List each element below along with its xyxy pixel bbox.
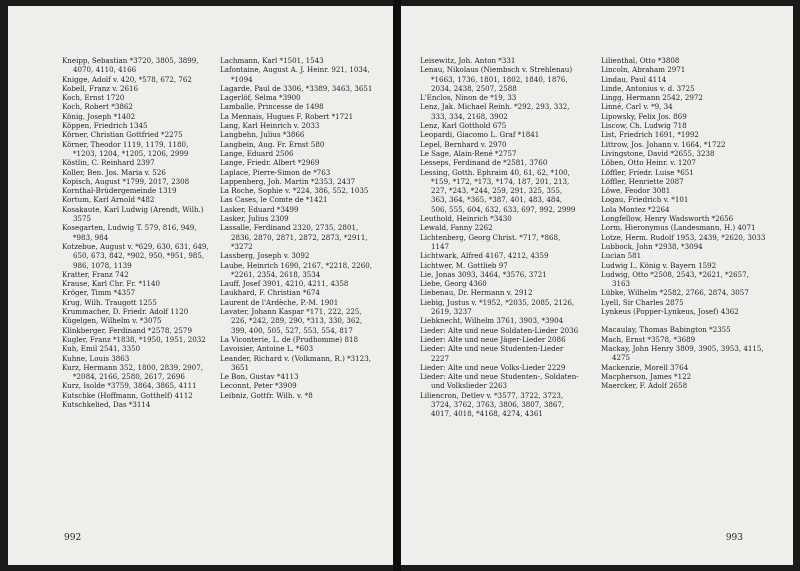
index-entry: La Roche, Sophie v. *224, 386, 552, 1035 bbox=[220, 186, 369, 196]
index-entry: Lichtwer, M. Gottlieb 97 bbox=[420, 260, 508, 270]
index-entry: Löffler, Henriette 2087 bbox=[601, 176, 684, 186]
page-number-right: 993 bbox=[725, 533, 743, 543]
index-entry: Lieder: Alte und neue Soldaten-Lieder 2036 bbox=[420, 325, 579, 335]
index-entry: Lenz, Karl Gotthold 675 bbox=[420, 121, 507, 131]
index-entry: Köstlin, C. Reinhard 2397 bbox=[62, 158, 155, 168]
index-entry: Linné, Carl v. *9, 34 bbox=[601, 102, 673, 112]
left-page bbox=[8, 6, 393, 565]
index-entry: Liebe, Georg 4360 bbox=[420, 279, 487, 289]
index-entry: Lepel, Bernhard v. 2970 bbox=[420, 139, 507, 149]
book-gutter bbox=[393, 0, 401, 571]
index-entry: Kurz, Hermann 352, 1800, 2839, 2907, *2084, 2166, 2580, 2617, 2696 bbox=[62, 362, 203, 382]
index-entry: Kobell, Franz v. 2616 bbox=[62, 83, 138, 93]
index-entry: Kuhne, Louis 3863 bbox=[62, 353, 130, 363]
left-page-column-1 bbox=[62, 56, 214, 409]
index-entry: Laurent de l'Ardèche, P.-M. 1901 bbox=[220, 297, 339, 307]
right-page-column-2 bbox=[601, 56, 766, 390]
right-page-column-1 bbox=[420, 56, 580, 419]
index-entry: Löffler, Friedr. Luise *651 bbox=[601, 167, 694, 177]
index-entry: Liebig, Justus v. *1952, *2035, 2085, 2126, 2619, 3237 bbox=[420, 297, 575, 317]
index-entry: Lilienthal, Otto *3808 bbox=[601, 56, 680, 65]
index-entry: Lagarde, Paul de 3306, *3389, 3463, 3651 bbox=[220, 83, 373, 93]
index-entry: Lotze, Herm. Rudolf 1953, 2439, *2620, 3033 bbox=[601, 232, 766, 242]
index-entry: Laukhard, F. Christian *674 bbox=[220, 288, 320, 298]
index-entry: Longfellow, Henry Wadsworth *2656 bbox=[601, 214, 734, 224]
index-entry: Körner, Christian Gottfried *2275 bbox=[62, 130, 183, 140]
index-entry: Maercker, F. Adolf 2658 bbox=[601, 381, 688, 391]
index-entry: Liliencron, Detlev v. *3577, 3722, 3723, 3724, 3762, 3763, 3806, 3807, 3867, 4017, 4018, *4168, 4274, 4361 bbox=[420, 390, 565, 419]
index-entry: Lie, Jonas 3093, 3464, *3576, 3721 bbox=[420, 269, 547, 279]
index-entry: Löwe, Feodor 3081 bbox=[601, 186, 671, 196]
index-entry: Mackenzie, Morell 3764 bbox=[601, 362, 689, 372]
index-entry: Liebenau, Dr. Hermann v. 2912 bbox=[420, 288, 533, 298]
index-entry: Kügelgen, Wilhelm v. *3075 bbox=[62, 316, 162, 326]
index-entry: Laplace, Pierre-Simon de *763 bbox=[220, 167, 331, 177]
index-entry: Macpherson, James *122 bbox=[601, 371, 692, 381]
index-entry: Lamballe, Princesse de 1498 bbox=[220, 102, 324, 112]
index-entry: Lipowsky, Felix Jos. 869 bbox=[601, 111, 687, 121]
index-entry: Liscow, Ch. Ludwig 718 bbox=[601, 121, 687, 131]
index-entry: Lavoisier, Antoine L. *603 bbox=[220, 344, 314, 354]
index-entry: Langbehn, Julius *3866 bbox=[220, 130, 305, 140]
index-entry: La Mennais, Hugues F. Robert *1721 bbox=[220, 111, 354, 121]
index-entry: Lola Montez *2264 bbox=[601, 204, 670, 214]
index-entry: Kornthal-Brüdergemeinde 1319 bbox=[62, 186, 177, 196]
index-entry: Las Cases, le Comte de *1421 bbox=[220, 195, 328, 205]
index-entry: Lynkeus (Popper-Lynkeus, Josef) 4362 bbox=[601, 307, 739, 317]
index-entry: Lübke, Wilhelm *2582, 2766, 2874, 3057 bbox=[601, 288, 749, 298]
index-entry: Livingstone, David *2655, 3238 bbox=[601, 148, 715, 158]
index-entry: Leisewitz, Joh. Anton *331 bbox=[420, 56, 516, 65]
index-entry: Kurz, Isolde *3759, 3864, 3865, 4111 bbox=[62, 381, 197, 391]
index-entry: Kopisch, August *1799, 2017, 2308 bbox=[62, 176, 190, 186]
index-entry: Kuh, Emil 2541, 3350 bbox=[62, 344, 141, 354]
index-entry: Kosegarten, Ludwig T. 579, 816, 949, *983, 984 bbox=[62, 223, 197, 242]
index-entry: Leuthold, Heinrich *3430 bbox=[420, 214, 512, 224]
index-entry: Lassberg, Joseph v. 3092 bbox=[220, 251, 310, 261]
index-entry: Lieder: Alte und neue Studenten-, Soldaten- und Volkslieder 2263 bbox=[420, 372, 579, 391]
index-entry: Krause, Karl Chr. Fr. *1140 bbox=[62, 279, 161, 289]
index-entry: Lesseps, Ferdinand de *2581, 3760 bbox=[420, 158, 548, 168]
index-entry: Köppen, Friedrich 1345 bbox=[62, 121, 148, 131]
index-entry: Lange, Eduard 2506 bbox=[220, 148, 294, 158]
index-entry: Lenau, Nikolaus (Niembsch v. Strehlenau) *1663, 1736, 1801, 1802, 1840, 1876, 2034, 2438, 2507, 2588 bbox=[420, 65, 573, 93]
index-entry: Le Sage, Alain-René *2757 bbox=[420, 148, 517, 158]
index-entry: Körner, Theodor 1119, 1179, 1180, *1203, 1204, *1205, 1206, 2999 bbox=[62, 139, 189, 158]
index-entry: Krug, Wilh. Traugott 1255 bbox=[62, 297, 157, 307]
index-entry: L'Enclos, Ninon de *19, 33 bbox=[420, 93, 517, 103]
index-entry: Lasker, Eduard *3499 bbox=[220, 204, 299, 214]
index-entry: Mach, Ernst *3578, *3689 bbox=[601, 334, 696, 344]
index-entry: Lappenberg, Joh. Martin *2353, 2437 bbox=[220, 176, 356, 186]
index-entry: Liebknecht, Wilhelm 3761, 3903, *3904 bbox=[420, 316, 564, 326]
index-entry: Koch, Ernst 1720 bbox=[62, 93, 125, 103]
index-entry: Lagerlöf, Selma *3900 bbox=[220, 93, 301, 103]
index-gap bbox=[601, 316, 766, 325]
index-entry: Lavater, Johann Kaspar *171, 222, 225, 226, *242, 289, 290, *313, 330, 362, 399, 400, 505, 527, 553, 554, 817 bbox=[220, 307, 363, 335]
index-entry: Kutschke (Hoffmann, Gotthelf) 4112 bbox=[62, 390, 193, 400]
index-entry: Leander, Richard v. (Volkmann, R.) *3123, 3651 bbox=[220, 353, 371, 372]
index-entry: Lewald, Fanny 2262 bbox=[420, 223, 493, 233]
index-entry: Lubbock, John *2938, *3094 bbox=[601, 241, 703, 251]
index-entry: Le Bon, Gustav *4113 bbox=[220, 372, 299, 382]
index-entry: Kotzebue, August v. *629, 630, 631, 649, 650, 673, 842, *902, 950, *951, 985, 986, 1078, 1139 bbox=[62, 241, 209, 270]
page-number-left: 992 bbox=[64, 533, 82, 543]
index-entry: Lingg, Hermann 2542, 2972 bbox=[601, 93, 703, 103]
index-entry: Lorm, Hieronymus (Landesmann, H.) 4071 bbox=[601, 223, 756, 233]
index-entry: Koch, Robert *3862 bbox=[62, 102, 133, 112]
index-entry: Mackay, John Henry 3809, 3905, 3953, 4115, 4275 bbox=[601, 343, 764, 363]
index-entry: Littrow, Jos. Johann v. 1664, *1722 bbox=[601, 139, 726, 149]
left-page-column-2 bbox=[220, 56, 378, 400]
index-entry: List, Friedrich 1691, *1992 bbox=[601, 130, 699, 140]
index-entry: Leconnt, Peter *3909 bbox=[220, 381, 297, 391]
index-entry: Koller, Ben. Jos. Maria v. 526 bbox=[62, 167, 166, 177]
index-entry: Kratter, Franz 742 bbox=[62, 269, 129, 279]
index-entry: Logau, Friedrich v. *101 bbox=[601, 195, 689, 205]
index-entry: La Viconterie, L. de (Prudhomme) 818 bbox=[220, 334, 358, 344]
index-entry: Lang, Karl Heinrich v. 2033 bbox=[220, 121, 320, 131]
index-entry: Lafontaine, August A. J. Heinr. 921, 1034, *1094 bbox=[220, 65, 370, 84]
index-entry: Lichtwark, Alfred 4167, 4212, 4359 bbox=[420, 251, 549, 261]
index-entry: Lessing, Gotth. Ephraim 40, 61, 62, *100, *159, *172, *173, *174, 187, 201, 213, 227, *243, *244, 259, 291, 325, 355, 363, 364, *365, *387, 401, 483, 484, 506, 555, 604, 632, 633, 697, 992, 2999 bbox=[420, 167, 576, 214]
index-entry: Kutschkelied, Das *3114 bbox=[62, 399, 151, 409]
index-entry: Kneipp, Sebastian *3720, 3805, 3899, 4070, 4110, 4166 bbox=[62, 56, 199, 75]
index-entry: Lachmann, Karl *1501, 1543 bbox=[220, 56, 324, 65]
index-entry: Ludwig I., König v. Bayern 1592 bbox=[601, 260, 717, 270]
index-entry: Knigge, Adolf v. 420, *578, 672, 762 bbox=[62, 74, 192, 84]
index-entry: Kröger, Timm *4357 bbox=[62, 288, 136, 298]
right-page bbox=[401, 6, 793, 565]
index-entry: Lieder: Alte und neue Studenten-Lieder 2227 bbox=[420, 344, 564, 363]
index-entry: Lindau, Paul 4114 bbox=[601, 74, 667, 84]
index-entry: König, Joseph *1402 bbox=[62, 111, 136, 121]
index-entry: Lichtenberg, Georg Christ. *717, *868, 1147 bbox=[420, 232, 561, 251]
index-entry: Kugler, Franz *1838, *1950, 1951, 2032 bbox=[62, 334, 206, 344]
index-entry: Lieder: Alte und neue Volks-Lieder 2229 bbox=[420, 362, 566, 372]
index-entry: Laube, Heinrich 1690, 2167, *2218, 2260, *2261, 2354, 2618, 3534 bbox=[220, 260, 372, 279]
index-entry: Krummacher, D. Friedr. Adolf 1120 bbox=[62, 307, 189, 317]
index-entry: Lange, Friedr. Albert *2969 bbox=[220, 158, 320, 168]
index-entry: Lieder: Alte und neue Jäger-Lieder 2086 bbox=[420, 334, 566, 344]
index-entry: Lasker, Julius 2309 bbox=[220, 214, 289, 224]
index-entry: Langbein, Aug. Fr. Ernst 580 bbox=[220, 139, 325, 149]
index-entry: Lassalle, Ferdinand 2320, 2735, 2801, 2836, 2870, 2871, 2872, 2873, *2911, *3272 bbox=[220, 223, 368, 251]
index-entry: Leopardi, Giacomo L. Graf *1841 bbox=[420, 130, 540, 140]
index-entry: Kortum, Karl Arnold *482 bbox=[62, 195, 155, 205]
index-entry: Macaulay, Thomas Babington *2355 bbox=[601, 325, 731, 335]
index-entry: Lauff, Josef 3901, 4210, 4211, 4358 bbox=[220, 279, 349, 289]
index-entry: Klinkberger, Ferdinand *2578, 2579 bbox=[62, 325, 192, 335]
index-entry: Linde, Antonius v. d. 3725 bbox=[601, 83, 695, 93]
index-entry: Lenz, Jak. Michael Reinh. *292, 293, 332, 333, 334, 2168, 3902 bbox=[420, 102, 570, 121]
index-entry: Lincoln, Abraham 2971 bbox=[601, 65, 686, 75]
index-entry: Löben, Otto Heinr. v. 1207 bbox=[601, 158, 696, 168]
index-entry: Leibniz, Gottfr. Wilh. v. *8 bbox=[220, 390, 313, 400]
index-entry: Lucian 581 bbox=[601, 251, 642, 261]
index-entry: Lyell, Sir Charles 2875 bbox=[601, 297, 684, 307]
index-entry: Kosakaute, Karl Ludwig (Arendt, Wilh.) 3575 bbox=[62, 204, 204, 224]
index-entry: Ludwig, Otto *2508, 2543, *2621, *2657, 3163 bbox=[601, 269, 749, 289]
